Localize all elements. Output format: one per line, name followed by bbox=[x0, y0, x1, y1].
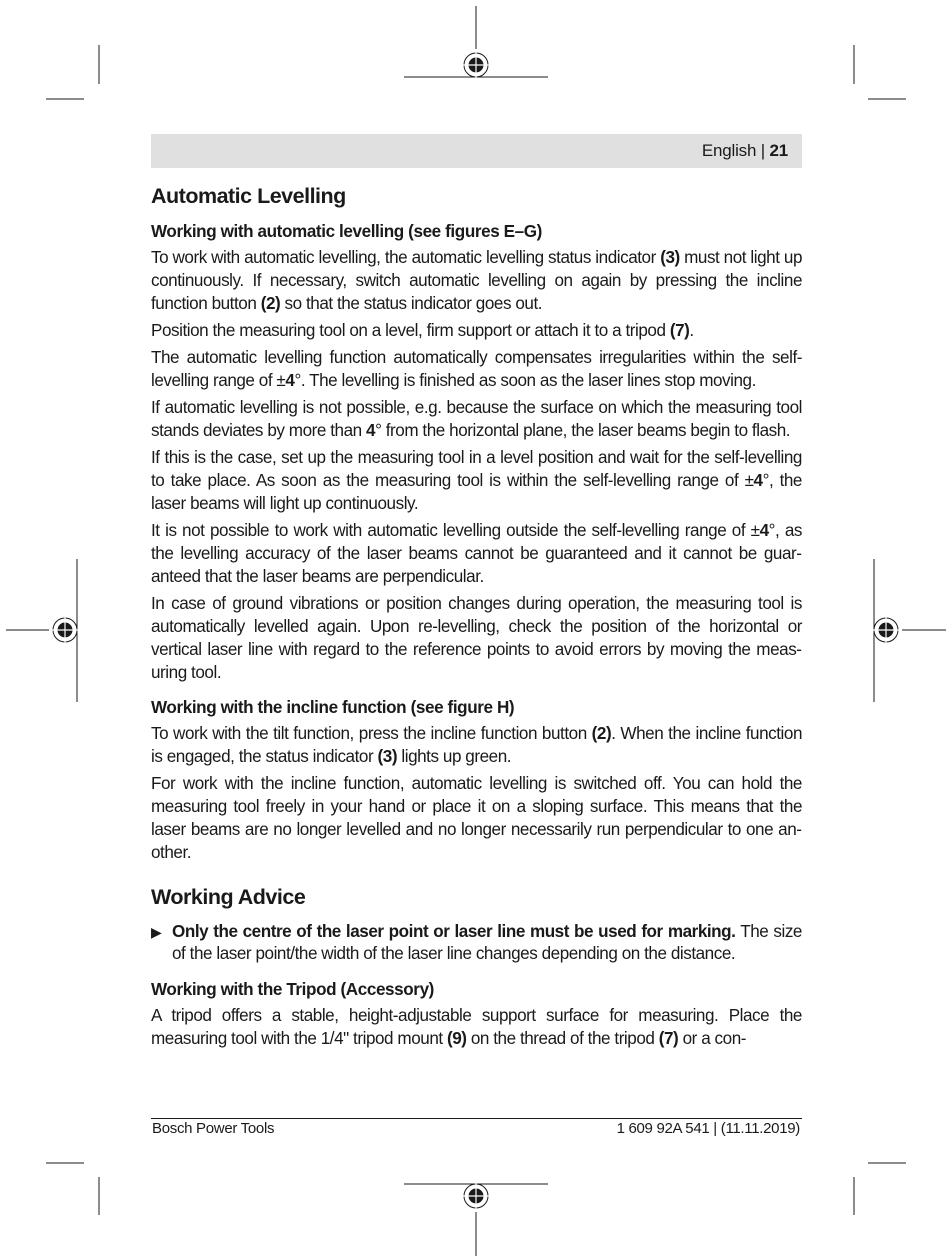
triangle-arrow-icon: ▶ bbox=[151, 923, 162, 940]
paragraph: For work with the incline function, automatic levelling is switched off. You can hold the measuring tool freely in your hand or place it on a sloping surface. This means that the laser beams are no longer levelled and no longer necessarily run perpendicular to one another. bbox=[151, 774, 802, 862]
subheading-automatic-levelling: Working with automatic levelling (see figures E–G) bbox=[151, 222, 542, 241]
subheading-tripod: Working with the Tripod (Accessory) bbox=[151, 980, 434, 1000]
crop-mark-bottom-right bbox=[854, 1163, 906, 1215]
paragraph: The automatic levelling function automatically compensates irregularities within the self-levelling range of ±4°. The levelling is finished as soon as the laser lines stop moving. bbox=[151, 348, 802, 390]
paragraph: A tripod offers a stable, height-adjustable support surface for measuring. Place the measuring tool with the 1/4" tripod mount (9) on the thread of the tripod (7) or a con- bbox=[151, 1006, 802, 1049]
registration-mark-left bbox=[6, 559, 81, 702]
page-header bbox=[151, 134, 802, 168]
section-title-working-advice: Working Advice bbox=[151, 884, 306, 909]
running-header: English | 21 bbox=[701, 141, 788, 160]
paragraph: It is not possible to work with automatic levelling outside the self-levelling range of ±4°, as the levelling accuracy of the laser beams cannot be guaranteed and it cannot be guaranteed that the laser beams are perpendicular. bbox=[151, 521, 803, 586]
subheading-incline-function: Working with the incline function (see figure H) bbox=[151, 698, 515, 718]
crop-mark-top-right bbox=[854, 45, 906, 99]
paragraph: If this is the case, set up the measuring tool in a level position and wait for the self-levelling to take place. As soon as the measuring tool is within the self-levelling range of ±4°, the laser beams will light up continuously. bbox=[151, 448, 802, 513]
paragraph: Position the measuring tool on a level, firm support or attach it to a tripod (7). bbox=[151, 320, 694, 340]
bullet-text: Only the centre of the laser point or laser line must be used for marking. The size of the laser point/the width of the laser line changes depending on the distance. bbox=[172, 921, 802, 964]
paragraph: In case of ground vibrations or position changes during operation, the measuring tool is automatically levelled again. Upon re-levelling, check the position of the horizontal or vertical laser line with regard to the reference points to avoid errors by moving the measuring tool. bbox=[151, 594, 802, 682]
registration-mark-right bbox=[870, 559, 946, 702]
crop-mark-bottom-left bbox=[46, 1163, 99, 1215]
warning-bullet bbox=[151, 921, 802, 967]
header-language: English bbox=[701, 141, 757, 160]
section-title-automatic-levelling: Automatic Levelling bbox=[151, 184, 346, 208]
footer-document-number: 1 609 92A 541 | (11.11.2019) bbox=[616, 1120, 800, 1137]
page-number: 21 bbox=[769, 141, 788, 160]
registration-mark-bottom bbox=[404, 1180, 548, 1256]
footer-rule bbox=[151, 1118, 802, 1119]
paragraph: To work with the tilt function, press the incline function button (2). When the incline function is engaged, the status indicator (3) lights up green. bbox=[151, 724, 802, 767]
crop-mark-top-left bbox=[46, 45, 99, 99]
footer-publisher: Bosch Power Tools bbox=[152, 1120, 275, 1137]
page-body bbox=[151, 182, 802, 1055]
paragraph: If automatic levelling is not possible, e.g. because the surface on which the measuring tool stands deviates by more than 4° from the horizontal plane, the laser beams begin to flash. bbox=[151, 398, 802, 441]
paragraph: To work with automatic levelling, the automatic levelling status indicator (3) must not light up continuously. If necessary, switch automatic levelling on again by pressing the incline function button (2) so that the status indicator goes out. bbox=[151, 248, 802, 313]
registration-mark-top bbox=[404, 6, 548, 81]
